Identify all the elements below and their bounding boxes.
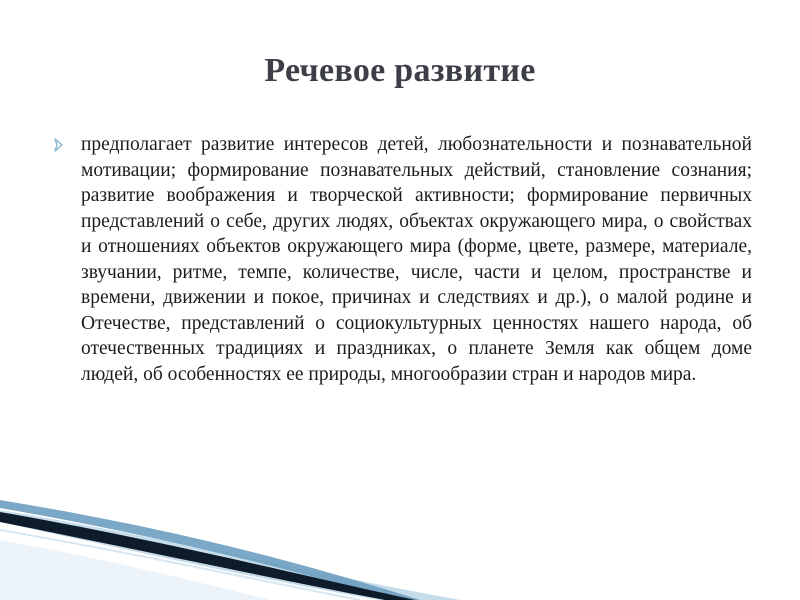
bullet-text: предполагает развитие интересов детей, любознательности и познавательной мотивации; формирование познавательных действий, становление сознания; развитие воображения и творческой активности; формирование первичных представлений о себе, других людях, объектах окружающего мира, о свойствах и отношениях объектов окружающего мира (форме, цвете, размере, материале, звучании, ритме, темпе, количестве, числе, части и целом, пространстве и времени, движении и покое, причинах и следствиях и др.), о малой родине и Отечестве, представлений о социокультурных ценностях нашего народа, об отечественных традициях и праздниках, о планете Земля как общем доме людей, об особенностях ее природы, многообразии стран и народов мира. [81, 134, 752, 385]
slide-title: Речевое развитие [264, 52, 536, 89]
hollow-arrow-bullet-icon [52, 138, 66, 152]
